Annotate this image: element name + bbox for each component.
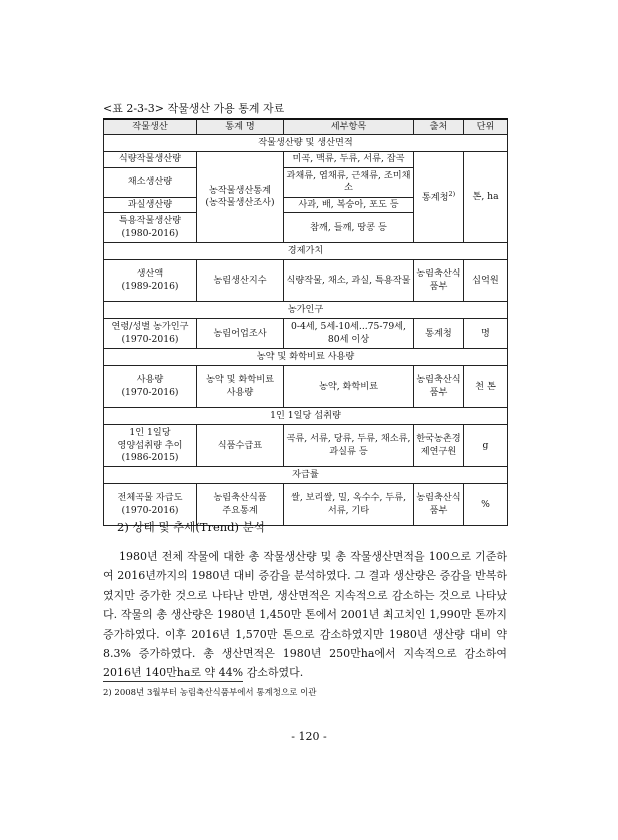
section-farm-population: 농가인구 [104,302,508,319]
detail-farm-population: 0-4세, 5세-10세...75-79세, 80세 이상 [284,319,414,349]
page-number: - 120 - [291,730,327,743]
stat-pesticide [197,366,284,408]
item-line: 사용량 [136,374,164,386]
section-production: 작물생산량 및 생산면적 [104,135,508,152]
header-crop-production: 작물생산 [104,119,197,135]
item-intake [104,425,197,467]
table-caption: <표 2-3-3> 작물생산 가용 통계 자료 [103,102,285,115]
detail-fruits: 사과, 배, 복숭아, 포도 등 [284,197,414,212]
item-pesticide-usage [104,366,197,408]
header-unit: 단위 [464,119,508,135]
item-line: 생산액 [136,268,164,280]
item-line: (1989-2016) [121,280,179,292]
unit-farm-population: 명 [464,319,508,349]
header-stat-name: 통계 명 [197,119,284,135]
stat-line: 주요통계 [222,504,258,516]
unit-economic: 십억원 [464,260,508,302]
source-text: 통계청 [421,192,449,204]
item-production-value [104,260,197,302]
stat-economic: 농림생산지수 [197,260,284,302]
statistics-table [103,118,508,526]
stat-farm-population: 농림어업조사 [197,319,284,349]
unit-production: 톤, ha [464,152,508,243]
source-farm-population: 통계청 [414,319,464,349]
header-source: 출처 [414,119,464,135]
detail-special-crops: 참깨, 들깨, 땅콩 등 [284,213,414,243]
table-header-row [104,119,508,135]
stat-line: 농약 및 화학비료 [206,374,274,386]
item-food-crops: 식량작물생산량 [104,152,197,167]
source-production [414,152,464,243]
stat-line: 사용량 [226,386,254,398]
body-paragraph: 1980년 전체 작물에 대한 총 작물생산량 및 총 작물생산면적을 100으로 기준하여 2016년까지의 1980년 대비 증감을 분석하였다. 그 결과 생산량은 증감을 반복하였지만 증가한 것으로 나타난 반면, 생산면적은 지속적으로 감소하는 것으로 나타났다. 작물의 총 생산량은 1980년 1,450만 톤에서 2001년 최고치인 1,990만 톤까지 증가하였다. 이후 2016년 1,570만 톤으로 감소하였지만 1980년 생산량 대비 약 8.3% 증가하였다. 총 생산면적은 1980년 250만ha에서 지속적으로 감소하여 2016년 140만ha로 약 44% 감소하였다. [103,550,507,680]
stat-line: 농림축산식품 [213,492,267,504]
footnote-ref: 2) [448,190,456,199]
source-economic: 농림축산식품부 [414,260,464,302]
item-line: 연령/성별 농가인구 [111,321,189,333]
detail-vegetables: 과채류, 엽채류, 근채류, 조미채소 [284,167,414,197]
section-intake: 1인 1일당 섭취량 [104,408,508,425]
header-details: 세부항목 [284,119,414,135]
item-special-crops [104,213,197,243]
section-economic: 경제가치 [104,243,508,260]
detail-food-crops: 미곡, 맥류, 두류, 서류, 잡곡 [284,152,414,167]
footnote-divider [103,681,243,682]
section-pesticide: 농약 및 화학비료 사용량 [104,349,508,366]
item-farm-population [104,319,197,349]
section-self-sufficiency: 자급률 [104,467,508,484]
item-line: (1970-2016) [121,504,179,516]
item-line: 영양섭취량 추이 [117,439,183,451]
item-line: (1986-2015) [121,451,179,463]
detail-intake: 곡류, 서류, 당류, 두류, 채소류, 과실류 등 [284,425,414,467]
item-line: 특용작물생산량 [118,215,182,227]
stat-intake: 식품수급표 [197,425,284,467]
item-fruits: 과실생산량 [104,197,197,212]
source-pesticide: 농림축산식품부 [414,366,464,408]
stat-crop-production [197,152,284,243]
source-intake: 한국농촌경제연구원 [414,425,464,467]
item-line: (1970-2016) [121,333,179,345]
detail-pesticide: 농약, 화학비료 [284,366,414,408]
detail-economic: 식량작물, 채소, 과실, 특용작물 [284,260,414,302]
item-line: 1인 1일당 [129,427,171,439]
item-line: 전체곡물 자급도 [117,492,183,504]
item-line: (1970-2016) [121,386,179,398]
stat-line: 농작물생산통계 [208,184,272,196]
item-line: (1980-2016) [121,227,179,239]
detail-self-sufficiency: 쌀, 보리쌀, 밀, 옥수수, 두류, 서류, 기타 [284,484,414,526]
stat-line: (농작물생산조사) [205,197,275,209]
section-subheading: 2) 상태 및 추세(Trend) 분석 [117,520,265,534]
body-text [103,547,507,683]
unit-pesticide: 천 톤 [464,366,508,408]
source-self-sufficiency: 농림축산식품부 [414,484,464,526]
item-vegetables: 채소생산량 [104,167,197,197]
unit-self-sufficiency: % [464,484,508,526]
unit-intake: g [464,425,508,467]
footnote: 2) 2008년 3월부터 농림축산식품부에서 통계청으로 이관 [103,688,317,698]
